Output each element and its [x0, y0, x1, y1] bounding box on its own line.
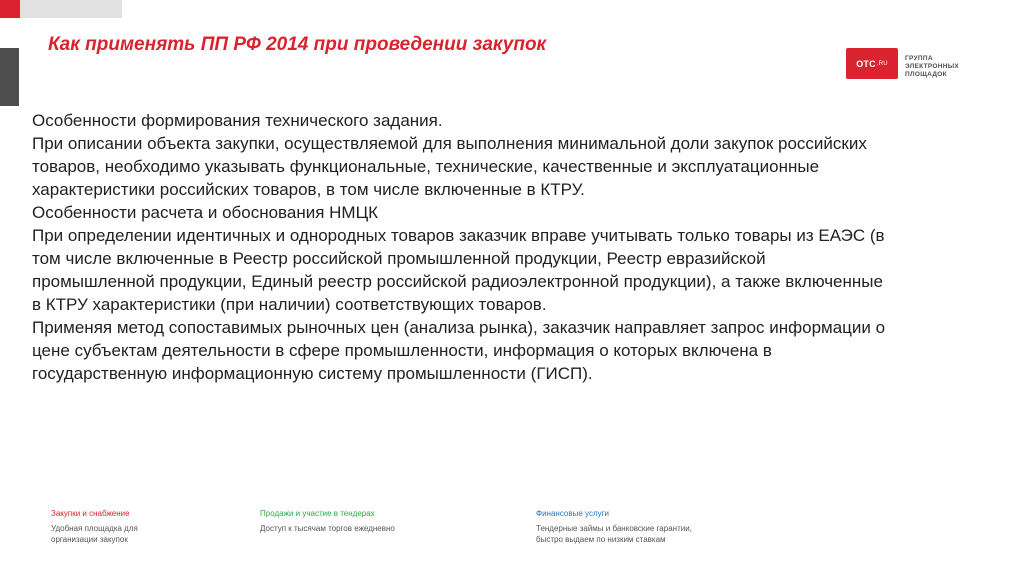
body-line: государственную информационную систему промышленности (ГИСП). — [32, 364, 593, 383]
body-line: промышленной продукции, Единый реестр российской радиоэлектронной продукции), а также включенные — [32, 272, 883, 291]
logo-text-line: ЭЛЕКТРОННЫХ — [905, 63, 960, 70]
footer-title: Финансовые услуги — [536, 509, 610, 518]
body-line: При определении идентичных и однородных товаров заказчик вправе учитывать только товары из ЕАЭС (в — [32, 226, 885, 245]
footer-desc: быстро выдаем по низким ставкам — [536, 535, 666, 544]
footer-desc: Удобная площадка для — [51, 524, 138, 533]
body-line: Особенности расчета и обоснования НМЦК — [32, 203, 379, 222]
footer-title: Продажи и участие в тендерах — [260, 509, 375, 518]
footer-desc: организации закупок — [51, 535, 128, 544]
footer-sales — [260, 508, 460, 534]
body-line: товаров, необходимо указывать функциональные, технические, качественные и эксплуатационные — [32, 157, 820, 176]
body-line: Применяя метод сопоставимых рыночных цен (анализа рынка), заказчик направляет запрос информации о — [32, 318, 886, 337]
body-line: в КТРУ характеристики (при наличии) соответствующих товаров. — [32, 295, 547, 314]
body-line: том числе включенные в Реестр российской промышленной продукции, Реестр евразийской — [32, 249, 766, 268]
logo-text-line: ГРУППА — [905, 55, 933, 62]
logo-text — [905, 55, 995, 79]
slide-title: Как применять ПП РФ 2014 при проведении закупок — [48, 34, 547, 55]
logo-text-line: ПЛОЩАДОК — [905, 71, 947, 78]
footer-desc: Доступ к тысячам торгов ежедневно — [260, 524, 395, 533]
footer-title: Закупки и снабжение — [51, 509, 130, 518]
logo-brand-suffix: .RU — [876, 60, 888, 67]
footer-desc: Тендерные займы и банковские гарантии, — [536, 524, 692, 533]
body-line: При описании объекта закупки, осуществляемой для выполнения минимальной доли закупок российских — [32, 134, 867, 153]
slide-body — [32, 109, 1007, 385]
logo-badge — [846, 48, 898, 79]
body-line: характеристики российских товаров, в том числе включенные в КТРУ. — [32, 180, 585, 199]
logo-brand: ОТС — [856, 58, 876, 69]
body-line: Особенности формирования технического задания. — [32, 111, 443, 130]
footer-procurement — [51, 508, 191, 545]
footer-finance — [536, 508, 756, 545]
top-tab-accent — [0, 0, 20, 18]
top-tab-decoration — [0, 0, 122, 18]
body-line: цене субъектам деятельности в сфере промышленности, информация о которых включена в — [32, 341, 772, 360]
side-tab-decoration — [0, 48, 19, 106]
